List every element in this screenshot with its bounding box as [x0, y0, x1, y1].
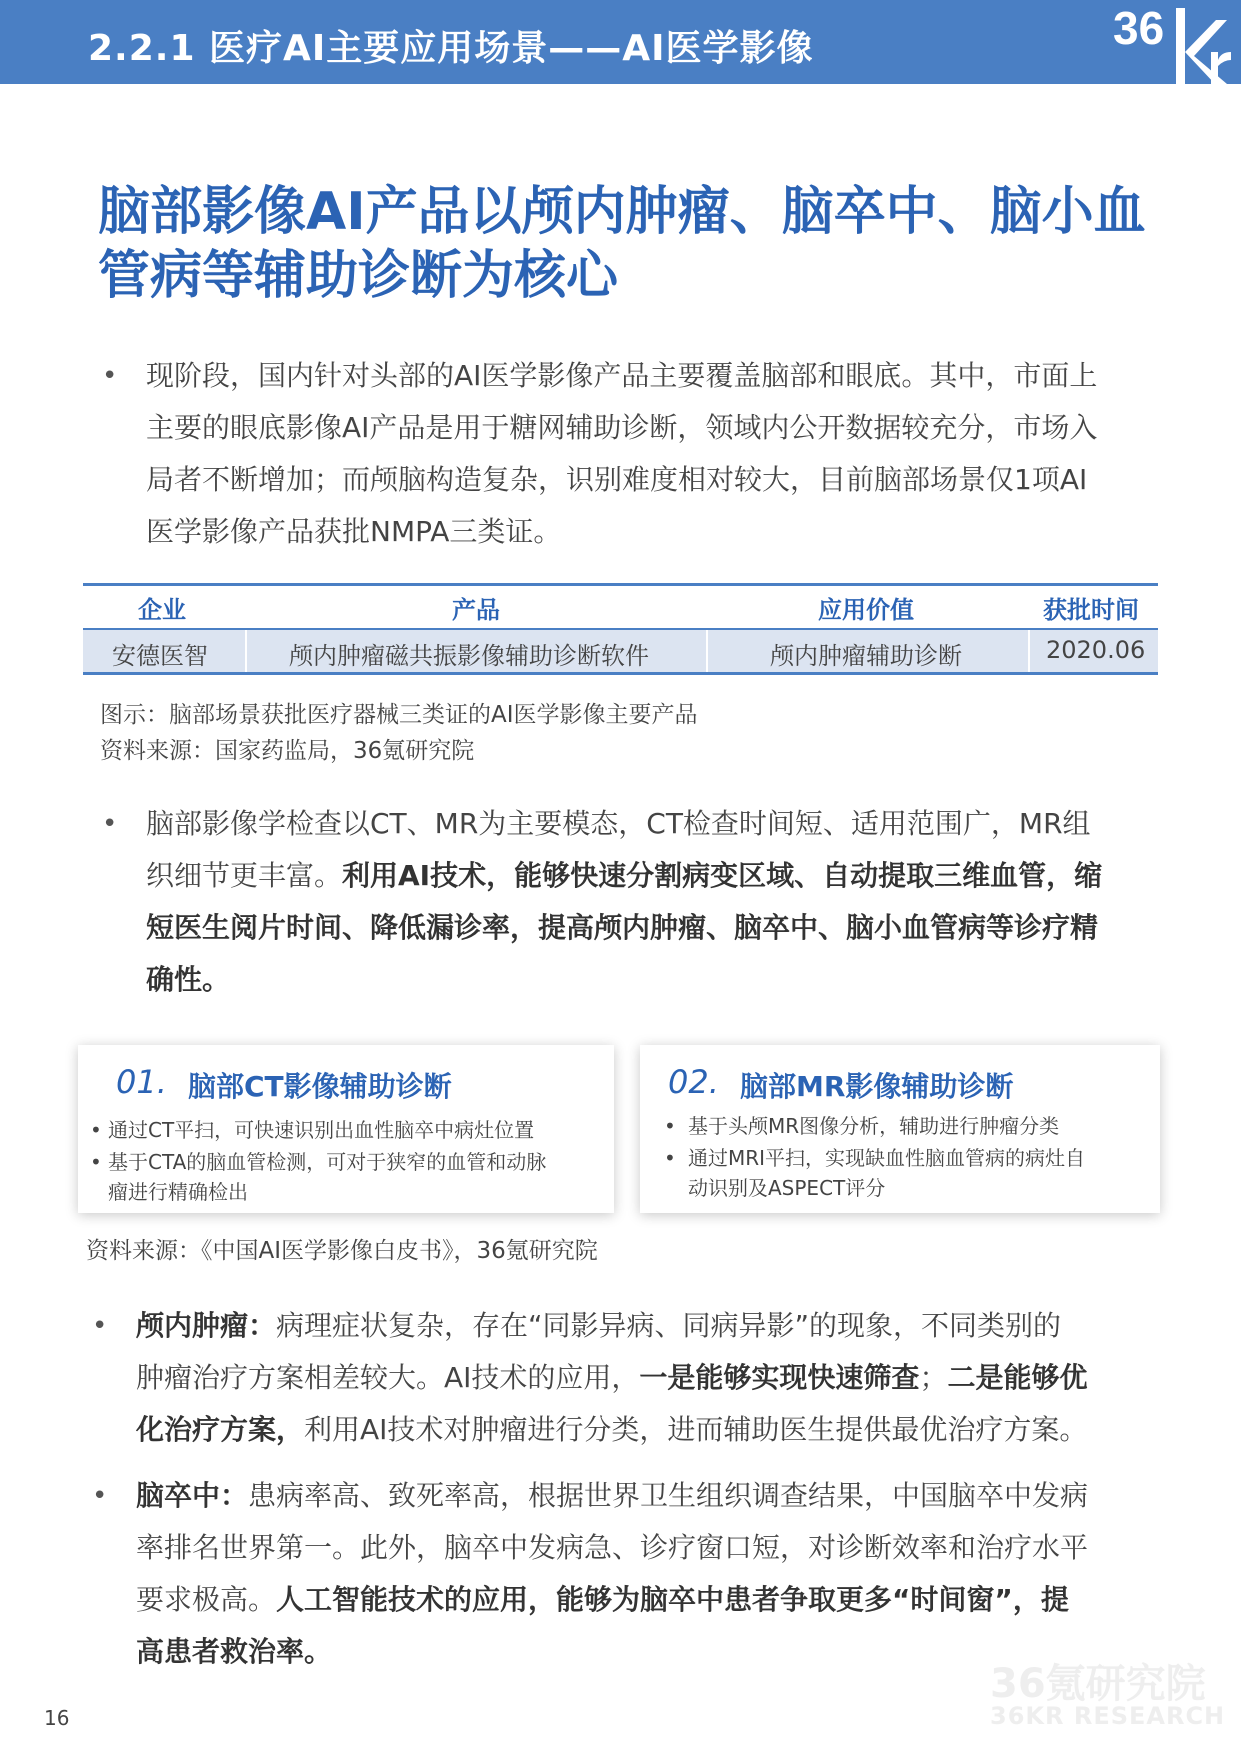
stroke-line: 率排名世界第一。此外，脑卒中发病急、诊疗窗口短，对诊断效率和治疗水平 [136, 1531, 1089, 1564]
stroke-emphasis: 高患者救治率。 [136, 1635, 333, 1668]
tumor-text: 利用AI技术对肿瘤进行分类，进而辅助医生提供最优治疗方案。 [304, 1413, 1088, 1446]
page-headline [98, 180, 1158, 308]
card-item-text: 基于头颅MR图像分析，辅助进行肿瘤分类 [688, 1114, 1060, 1138]
table-header-company: 企业 [138, 596, 186, 624]
intro-paragraph [102, 350, 1156, 558]
card-item-text: 动识别及ASPECT评分 [688, 1176, 886, 1200]
card-item-text: 基于CTA的脑血管检测，可对于狭窄的血管和动脉 [108, 1150, 547, 1174]
tumor-emphasis: 化治疗方案， [136, 1413, 305, 1446]
card-list-item [90, 1147, 608, 1207]
bullet-dot: • [90, 1150, 102, 1174]
tumor-line [136, 1300, 1156, 1352]
bullet-dot: • [90, 1118, 102, 1142]
intro-line: 医学影像产品获批NMPA三类证。 [146, 515, 562, 548]
card-item-text: 通过MRI平扫，实现缺血性脑血管病的病灶自 [688, 1146, 1086, 1170]
tumor-text: ； [919, 1361, 948, 1394]
table-cell-product: 颅内肿瘤磁共振影像辅助诊断软件 [289, 642, 649, 670]
header-bar [0, 0, 1241, 84]
table-caption: 图示：脑部场景获批医疗器械三类证的AI医学影像主要产品 [100, 702, 698, 728]
stroke-paragraph [92, 1470, 1156, 1678]
table-header-product: 产品 [452, 596, 500, 624]
tumor-text: 肿瘤治疗方案相差较大。AI技术的应用， [136, 1361, 640, 1394]
cards-source: 资料来源：《中国AI医学影像白皮书》，36氪研究院 [86, 1238, 598, 1264]
card-number: 02. [668, 1063, 719, 1101]
card-title: 脑部CT影像辅助诊断 [188, 1070, 452, 1103]
intro-line: 主要的眼底影像AI产品是用于糖网辅助诊断，领域内公开数据较充分，市场入 [146, 411, 1098, 444]
table-cell-divider [245, 630, 247, 672]
stroke-line [136, 1470, 1156, 1522]
tumor-paragraph [92, 1300, 1156, 1456]
stroke-line [136, 1574, 1156, 1626]
modality-text: 织细节更丰富。 [146, 859, 343, 892]
tumor-emphasis: 一是能够实现快速筛查 [639, 1361, 920, 1394]
bullet-dot: • [102, 361, 118, 391]
modality-emphasis: 确性。 [146, 963, 231, 996]
section-title: 2.2.1 医疗AI主要应用场景——AI医学影像 [88, 28, 814, 69]
modality-paragraph [102, 798, 1156, 1006]
tumor-text: 病理症状复杂，存在“同影异病、同病异影”的现象，不同类别的 [276, 1309, 1062, 1342]
card-list-item [664, 1143, 1148, 1203]
page-number: 16 [44, 1706, 70, 1730]
table-cell-company: 安德医智 [112, 642, 208, 670]
tumor-label: 颅内肿瘤： [136, 1309, 277, 1342]
modality-line [146, 954, 1156, 1006]
table-top-rule [83, 583, 1158, 586]
table-bottom-rule [83, 672, 1158, 675]
table-cell-divider [1028, 630, 1030, 672]
table-cell-date: 2020.06 [1046, 636, 1146, 664]
modality-line: 脑部影像学检查以CT、MR为主要模态，CT检查时间短、适用范围广，MR组 [146, 807, 1091, 840]
watermark-cn: 36氪研究院 [990, 1661, 1206, 1707]
table-source: 资料来源：国家药监局，36氪研究院 [100, 738, 475, 764]
modality-line [146, 850, 1156, 902]
bullet-dot: • [664, 1146, 676, 1170]
tumor-emphasis: 二是能够优 [947, 1361, 1088, 1394]
card-item-text: 瘤进行精确检出 [108, 1180, 248, 1204]
stroke-text: 患病率高、致死率高，根据世界卫生组织调查结果，中国脑卒中发病 [248, 1479, 1089, 1512]
bullet-dot: • [102, 809, 118, 839]
intro-line: 局者不断增加；而颅脑构造复杂，识别难度相对较大，目前脑部场景仅1项AI [146, 463, 1088, 496]
modality-line [146, 902, 1156, 954]
card-list-item [664, 1111, 1148, 1141]
tumor-line [136, 1352, 1156, 1404]
stroke-text: 要求极高。 [136, 1583, 277, 1616]
stroke-label: 脑卒中： [136, 1479, 249, 1512]
card-item-text: 通过CT平扫，可快速识别出血性脑卒中病灶位置 [108, 1118, 535, 1142]
intro-line: 现阶段，国内针对头部的AI医学影像产品主要覆盖脑部和眼底。其中，市面上 [146, 359, 1098, 392]
stroke-emphasis: 人工智能技术的应用，能够为脑卒中患者争取更多“时间窗”，提 [276, 1583, 1069, 1616]
headline-line-2: 管病等辅助诊断为核心 [98, 246, 619, 306]
watermark-en: 36KR RESEARCH [990, 1702, 1226, 1730]
tumor-line [136, 1404, 1156, 1456]
table-cell-divider [706, 630, 708, 672]
mr-diagnosis-card [640, 1045, 1160, 1213]
bullet-dot: • [664, 1114, 676, 1138]
36kr-logo [1081, 0, 1231, 84]
table-header-date: 获批时间 [1043, 596, 1139, 624]
card-title: 脑部MR影像辅助诊断 [740, 1070, 1014, 1103]
table-cell-value: 颅内肿瘤辅助诊断 [770, 642, 962, 670]
bullet-dot: • [92, 1481, 108, 1511]
modality-emphasis: 利用AI技术，能够快速分割病变区域、自动提取三维血管，缩 [342, 859, 1103, 892]
headline-line-1: 脑部影像AI产品以颅内肿瘤、脑卒中、脑小血 [98, 182, 1146, 242]
card-number: 01. [116, 1063, 167, 1101]
svg-text:36: 36 [1113, 2, 1165, 54]
ct-diagnosis-card [78, 1045, 614, 1213]
card-list-item [90, 1115, 608, 1145]
table-header-value: 应用价值 [818, 596, 914, 624]
modality-emphasis: 短医生阅片时间、降低漏诊率，提高颅内肿瘤、脑卒中、脑小血管病等诊疗精 [146, 911, 1099, 944]
bullet-dot: • [92, 1311, 108, 1341]
